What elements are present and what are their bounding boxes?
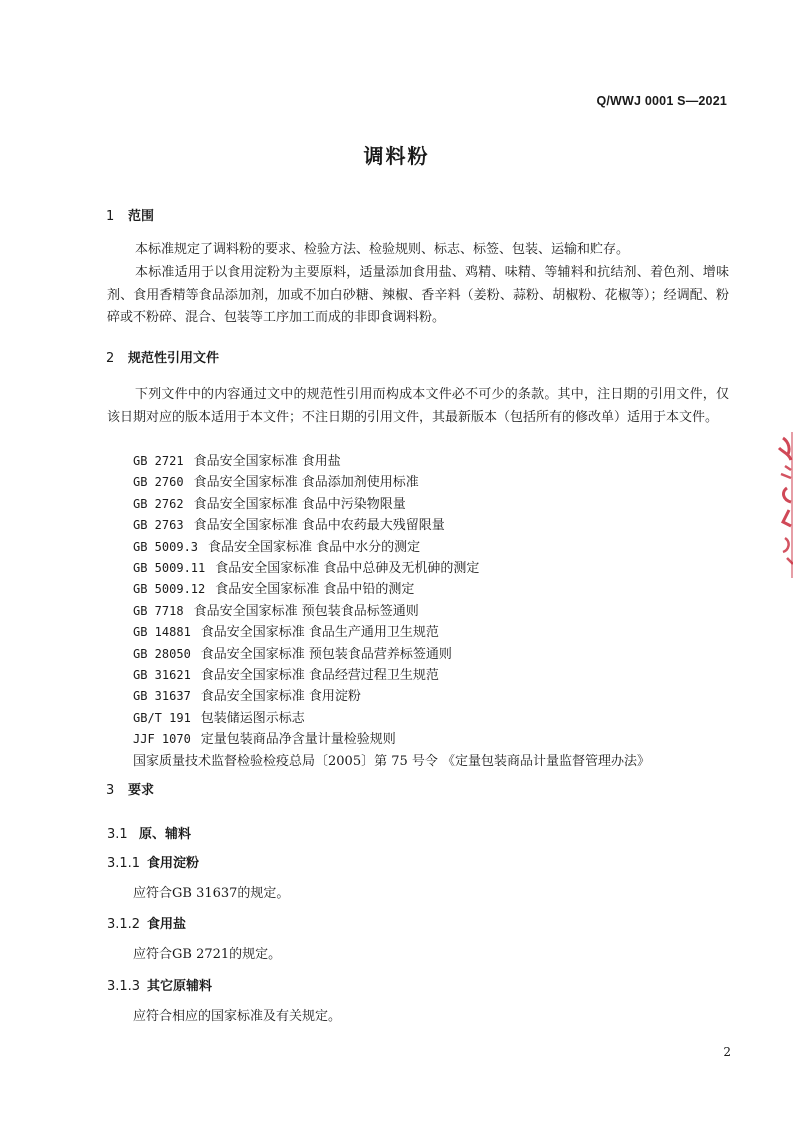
reference-code: GB 2763 [133,518,184,533]
section-1-heading [106,205,154,224]
section-number: 3 [106,783,115,798]
reference-code: GB 5009.3 [133,539,199,554]
reference-title: 食品安全国家标准 预包装食品标签通则 [193,603,419,619]
reference-title: 食品安全国家标准 食品中铅的测定 [215,582,415,598]
subsection-3-1-2-text: 应符合GB 2721的规定。 [133,947,282,962]
section-number: 2 [106,351,115,366]
reference-code: GB 2721 [133,454,184,468]
reference-code: GB 7718 [133,603,184,618]
reference-title: 包装储运图示标志 [200,710,305,726]
reference-code: GB/T 191 [133,710,191,725]
subsection-3-1-1-text: 应符合GB 31637的规定。 [133,886,290,901]
subsection-3-1-1-heading [107,852,199,871]
reference-title: 食品安全国家标准 食用盐 [193,454,341,469]
reference-title: 食品安全国家标准 食品生产通用卫生规范 [200,625,439,641]
reference-code: JJF 1070 [133,732,191,747]
reference-code: GB 28050 [133,646,191,661]
reference-item [133,622,650,643]
reference-title: 国家质量技术监督检验检疫总局〔2005〕第 75 号令 《定量包装商品计量监督管理办法》 [133,753,651,769]
section-title: 要求 [128,783,155,798]
reference-code: GB 5009.12 [133,582,206,597]
subsection-title: 食用淀粉 [147,856,200,871]
reference-title: 食品安全国家标准 食品中水分的测定 [208,539,421,555]
subsection-title: 食用盐 [147,917,187,932]
reference-title: 定量包装商品净含量计量检验规则 [200,732,396,748]
reference-title: 食品安全国家标准 食品添加剂使用标准 [193,475,419,491]
reference-title: 食品安全国家标准 预包装食品营养标签通则 [200,646,452,662]
reference-item [133,644,650,665]
reference-item [133,579,650,600]
reference-title: 食品安全国家标准 食品经营过程卫生规范 [200,668,439,684]
subsection-3-1-3-text: 应符合相应的国家标准及有关规定。 [133,1009,342,1024]
section-title: 规范性引用文件 [128,351,220,366]
section-3-heading [106,779,154,798]
reference-code: GB 14881 [133,625,191,640]
section-title: 范围 [128,209,155,224]
subsection-3-1-3-heading [107,975,212,994]
subsection-3-1-2-heading [107,913,186,932]
scope-paragraph-2: 本标准适用于以食用淀粉为主要原料，适量添加食用盐、鸡精、味精、等辅料和抗结剂、着色剂、增味剂、食用香精等食品添加剂，加或不加白砂糖、辣椒、香辛料（姜粉、蒜粉、胡椒粉、花椒等）；经调配、粉碎或不粉碎、混合、包装等工序加工而成的非即食调料粉。 [107,265,729,325]
subsection-number: 3.1.3 [107,979,141,994]
subsection-number: 3.1.1 [107,856,141,871]
subsection-title: 原、辅料 [139,827,192,842]
reference-item [133,558,650,579]
reference-title: 食品安全国家标准 食品中污染物限量 [193,496,406,512]
reference-item [133,451,650,472]
section-2-heading [106,347,219,366]
reference-code: GB 2762 [133,496,184,511]
reference-item [133,708,650,729]
reference-item [133,686,650,707]
reference-item [133,729,650,750]
seal-stamp-fragment [769,430,793,580]
reference-item [133,665,650,686]
subsection-number: 3.1.2 [107,917,141,932]
reference-item [133,601,650,622]
reference-item [133,537,650,558]
subsection-3-1-heading [107,823,191,842]
reference-code: GB 5009.11 [133,561,206,576]
reference-title: 食品安全国家标准 食品中农药最大残留限量 [193,518,445,534]
subsection-title: 其它原辅料 [147,979,213,994]
document-title: 调料粉 [363,144,430,168]
reference-item [133,515,650,536]
standard-code: Q/WWJ 0001 S—2021 [596,94,727,108]
page-number: 2 [723,1045,731,1059]
reference-title: 食品安全国家标准 食品中总砷及无机砷的测定 [215,561,480,577]
subsection-number: 3.1 [107,827,128,842]
reference-code: GB 31621 [133,668,191,683]
reference-code: GB 2760 [133,475,184,490]
reference-item [133,494,650,515]
reference-title: 食品安全国家标准 食用淀粉 [200,689,361,705]
reference-item [133,751,650,772]
reference-list [133,451,650,772]
scope-paragraph-1: 本标准规定了调料粉的要求、检验方法、检验规则、标志、标签、包装、运输和贮存。 [135,242,630,257]
reference-code: GB 31637 [133,689,191,704]
normative-intro-paragraph: 下列文件中的内容通过文中的规范性引用而构成本文件必不可少的条款。其中，注日期的引用文件，仅该日期对应的版本适用于本文件；不注日期的引用文件，其最新版本（包括所有的修改单）适用于本文件。 [107,387,729,425]
reference-item [133,472,650,493]
section-number: 1 [106,209,115,224]
